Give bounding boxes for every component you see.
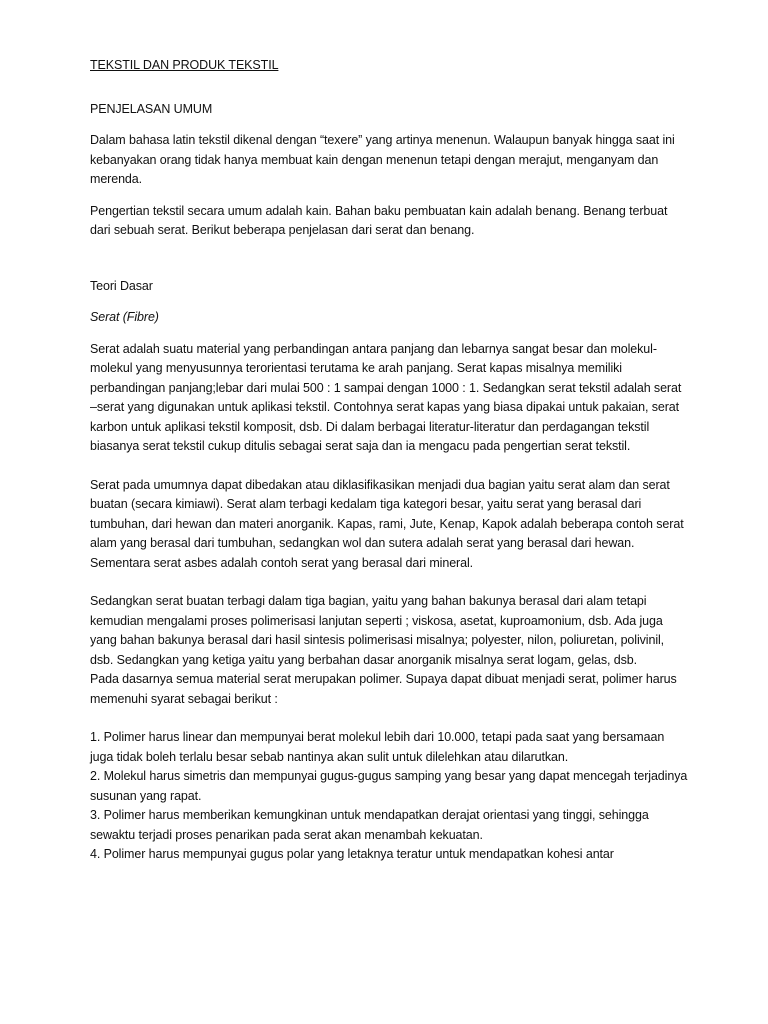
paragraph-fibre-classification: Serat pada umumnya dapat dibedakan atau diklasifikasikan menjadi dua bagian yaitu serat alam dan serat buatan (secara kimiawi). Serat alam terbagi kedalam tiga kategori besar, yaitu serat yang berasal dari tumbuhan, dari hewan dan materi anorganik. Kapas, rami, Jute, Kenap, Kapok adalah beberapa contoh serat alam yang berasal dari tumbuhan, sedangkan wol dan sutera adalah serat yang berasal dari hewan. Sementara serat asbes adalah contoh serat yang berasal dari mineral. [90, 477, 684, 570]
subsection-heading-fibre: Serat (Fibre) [90, 310, 159, 324]
paragraph-definition: Pengertian tekstil secara umum adalah kain. Bahan baku pembuatan kain adalah benang. Benang terbuat dari sebuah serat. Berikut beberapa penjelasan dari serat dan benang. [90, 203, 668, 237]
list-item: 2. Molekul harus simetris dan mempunyai gugus-gugus samping yang besar yang dapat mencegah terjadinya susunan yang rapat. [90, 769, 688, 803]
requirements-list [90, 728, 690, 865]
list-item: 4. Polimer harus mempunyai gugus polar yang letaknya teratur untuk mendapatkan kohesi antar [90, 847, 614, 861]
paragraph-polymer-requirements: Pada dasarnya semua material serat merupakan polimer. Supaya dapat dibuat menjadi serat, polimer harus memenuhi syarat sebagai berikut : [90, 672, 677, 706]
list-item: 3. Polimer harus memberikan kemungkinan untuk mendapatkan derajat orientasi yang tinggi, sehingga sewaktu terjadi proses penarikan pada serat akan menambah kekuatan. [90, 808, 649, 842]
paragraph-intro-texere: Dalam bahasa latin tekstil dikenal dengan “texere” yang artinya menenun. Walaupun banyak hingga saat ini kebanyakan orang tidak hanya membuat kain dengan menenun tetapi dengan merajut, menganyam dan merenda. [90, 133, 675, 186]
section-heading-general: PENJELASAN UMUM [90, 101, 213, 116]
paragraph-fibre-definition: Serat adalah suatu material yang perbandingan antara panjang dan lebarnya sangat besar dan molekul-molekul yang menyusunnya terorientasi terutama ke arah panjang. Serat kapas misalnya memiliki perbandingan panjang;lebar dari mulai 500 : 1 sampai dengan 1000 : 1. Sedangkan serat tekstil adalah serat –serat yang digunakan untuk aplikasi tekstil. Contohnya serat kapas yang biasa dipakai untuk pakaian, serat karbon untuk aplikasi tekstil komposit, dsb. Di dalam berbagai literatur-literatur dan perdagangan tekstil biasanya serat tekstil cukup ditulis sebagai serat saja dan ia mengacu pada pengertian serat tekstil. [90, 341, 682, 453]
document-body [90, 56, 690, 865]
list-item: 1. Polimer harus linear dan mempunyai berat molekul lebih dari 10.000, tetapi pada saat yang bersamaan juga tidak boleh terlalu besar sebab nantinya akan sulit untuk dilelehkan atau dilarutkan. [90, 730, 665, 764]
document-title: TEKSTIL DAN PRODUK TEKSTIL [90, 58, 279, 72]
paragraph-synthetic-fibre: Sedangkan serat buatan terbagi dalam tiga bagian, yaitu yang bahan bakunya berasal dari alam tetapi kemudian mengalami proses polimerisasi lanjutan seperti ; viskosa, asetat, kuproamonium, dsb. Ada juga yang bahan bakunya berasal dari hasil sintesis polimerisasi misalnya; polyester, nilon, poliuretan, polivinil, dsb. Sedangkan yang ketiga yaitu yang berbahan dasar anorganik misalnya serat logam, gelas, dsb. [90, 594, 665, 667]
section-heading-theory: Teori Dasar [90, 278, 153, 293]
